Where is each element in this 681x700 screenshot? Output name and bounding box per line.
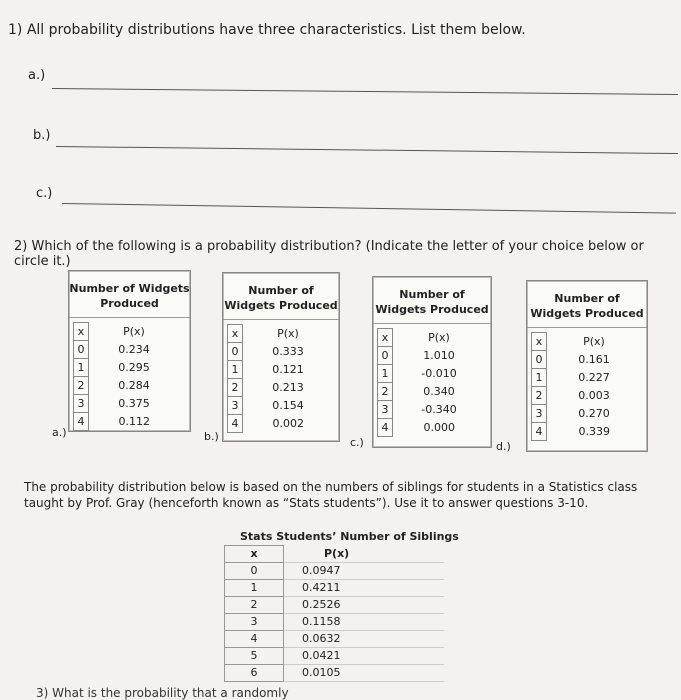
x-cell: 3 (378, 401, 393, 419)
intro-paragraph: The probability distribution below is based on the numbers of siblings for students in a Statistics class taught by Prof. Gray (henceforth known as “Stats students”). Use it to answer questions 3-10. (24, 480, 638, 510)
widget-table-a-grid (73, 322, 180, 431)
table-a-label[interactable]: a.) (52, 426, 67, 439)
siblings-table (224, 530, 459, 682)
x-cell: 1 (228, 361, 243, 379)
col-x-header: x (228, 325, 243, 343)
widget-table-d (526, 280, 648, 452)
widget-table-b (222, 272, 340, 442)
table-row (74, 359, 180, 377)
p-cell: 0.284 (118, 379, 150, 392)
siblings-table-grid (224, 545, 444, 682)
p-cell: 0.0105 (284, 665, 445, 682)
p-cell: 0.375 (118, 397, 150, 410)
x-cell: 0 (228, 343, 243, 361)
col-x-header: x (74, 323, 89, 341)
widget-table-c (372, 276, 492, 448)
question-1-text: 1) All probability distributions have three characteristics. List them below. (8, 22, 526, 38)
x-cell: 3 (532, 405, 547, 423)
p-cell: 0.0421 (284, 648, 445, 665)
col-x-header: x (532, 333, 547, 351)
x-cell: 4 (378, 419, 393, 437)
widget-table-d-header: Number of Widgets Produced (527, 281, 647, 328)
p-cell: 0.121 (272, 363, 304, 376)
x-cell: 0 (74, 341, 89, 359)
table-row (228, 343, 334, 361)
table-row (225, 648, 445, 665)
answer-a-label: a.) (28, 68, 46, 83)
widget-table-b-header: Number of Widgets Produced (223, 273, 339, 320)
col-x-header: x (378, 329, 393, 347)
p-cell: 0.2526 (284, 597, 445, 614)
table-row (378, 347, 486, 365)
p-cell: 0.002 (272, 417, 304, 430)
p-cell: -0.010 (421, 367, 457, 380)
p-cell: 0.340 (423, 385, 455, 398)
p-cell: 0.270 (578, 407, 610, 420)
x-cell: 3 (228, 397, 243, 415)
p-cell: 0.234 (118, 343, 150, 356)
x-cell: 0 (225, 563, 284, 580)
x-cell: 3 (74, 395, 89, 413)
answer-a-line[interactable] (52, 88, 678, 95)
answer-b-line[interactable] (56, 146, 678, 154)
question-3-text: 3) What is the probability that a randomly (36, 686, 289, 700)
col-p-header: P(x) (583, 335, 605, 348)
table-row (228, 397, 334, 415)
widget-table-a (68, 270, 191, 432)
p-cell: 0.339 (578, 425, 610, 438)
x-cell: 4 (74, 413, 89, 431)
table-row (74, 395, 180, 413)
widget-table-d-grid (531, 332, 642, 441)
siblings-table-title: Stats Students’ Number of Siblings (240, 530, 459, 543)
table-row (225, 614, 445, 631)
table-c-label[interactable]: c.) (350, 436, 364, 449)
table-row (532, 351, 642, 369)
x-cell: 0 (378, 347, 393, 365)
p-cell: -0.340 (421, 403, 457, 416)
widget-table-c-grid (377, 328, 486, 437)
p-cell: 0.1158 (284, 614, 445, 631)
table-row (228, 415, 334, 433)
x-cell: 2 (228, 379, 243, 397)
table-row (378, 419, 486, 437)
col-p-header: P(x) (284, 546, 445, 563)
p-cell: 0.0632 (284, 631, 445, 648)
table-row (74, 377, 180, 395)
table-row (532, 387, 642, 405)
p-cell: 0.161 (578, 353, 610, 366)
table-row (225, 563, 445, 580)
p-cell: 0.4211 (284, 580, 445, 597)
widget-table-b-grid (227, 324, 334, 433)
table-row (74, 341, 180, 359)
table-d-label[interactable]: d.) (496, 440, 511, 453)
p-cell: 0.112 (118, 415, 150, 428)
x-cell: 1 (74, 359, 89, 377)
col-p-header: P(x) (277, 327, 299, 340)
col-p-header: P(x) (428, 331, 450, 344)
x-cell: 3 (225, 614, 284, 631)
widget-table-a-header: Number of Widgets Produced (69, 271, 190, 318)
table-row (228, 361, 334, 379)
x-cell: 2 (532, 387, 547, 405)
p-cell: 0.227 (578, 371, 610, 384)
x-cell: 6 (225, 665, 284, 682)
p-cell: 1.010 (423, 349, 455, 362)
x-cell: 1 (532, 369, 547, 387)
x-cell: 0 (532, 351, 547, 369)
table-row (225, 597, 445, 614)
x-cell: 2 (225, 597, 284, 614)
x-cell: 5 (225, 648, 284, 665)
x-cell: 4 (228, 415, 243, 433)
p-cell: 0.213 (272, 381, 304, 394)
table-row (225, 631, 445, 648)
table-b-label[interactable]: b.) (204, 430, 219, 443)
table-row (378, 365, 486, 383)
table-row (532, 405, 642, 423)
x-cell: 4 (225, 631, 284, 648)
answer-c-label: c.) (36, 186, 53, 201)
question-2-text: 2) Which of the following is a probability distribution? (Indicate the letter of your choice below or circle it.) (14, 239, 644, 269)
x-cell: 2 (378, 383, 393, 401)
answer-c-line[interactable] (62, 203, 676, 214)
p-cell: 0.333 (272, 345, 304, 358)
x-cell: 1 (378, 365, 393, 383)
table-row (532, 423, 642, 441)
col-p-header: P(x) (123, 325, 145, 338)
p-cell: 0.003 (578, 389, 610, 402)
answer-b-label: b.) (33, 128, 51, 143)
table-row (225, 580, 445, 597)
p-cell: 0.295 (118, 361, 150, 374)
p-cell: 0.000 (423, 421, 455, 434)
p-cell: 0.0947 (284, 563, 445, 580)
table-row (74, 413, 180, 431)
x-cell: 4 (532, 423, 547, 441)
table-row (228, 379, 334, 397)
table-row (225, 665, 445, 682)
widget-table-c-header: Number of Widgets Produced (373, 277, 491, 324)
table-row (532, 369, 642, 387)
col-x-header: x (225, 546, 284, 563)
table-row (378, 383, 486, 401)
table-row (378, 401, 486, 419)
x-cell: 2 (74, 377, 89, 395)
x-cell: 1 (225, 580, 284, 597)
p-cell: 0.154 (272, 399, 304, 412)
